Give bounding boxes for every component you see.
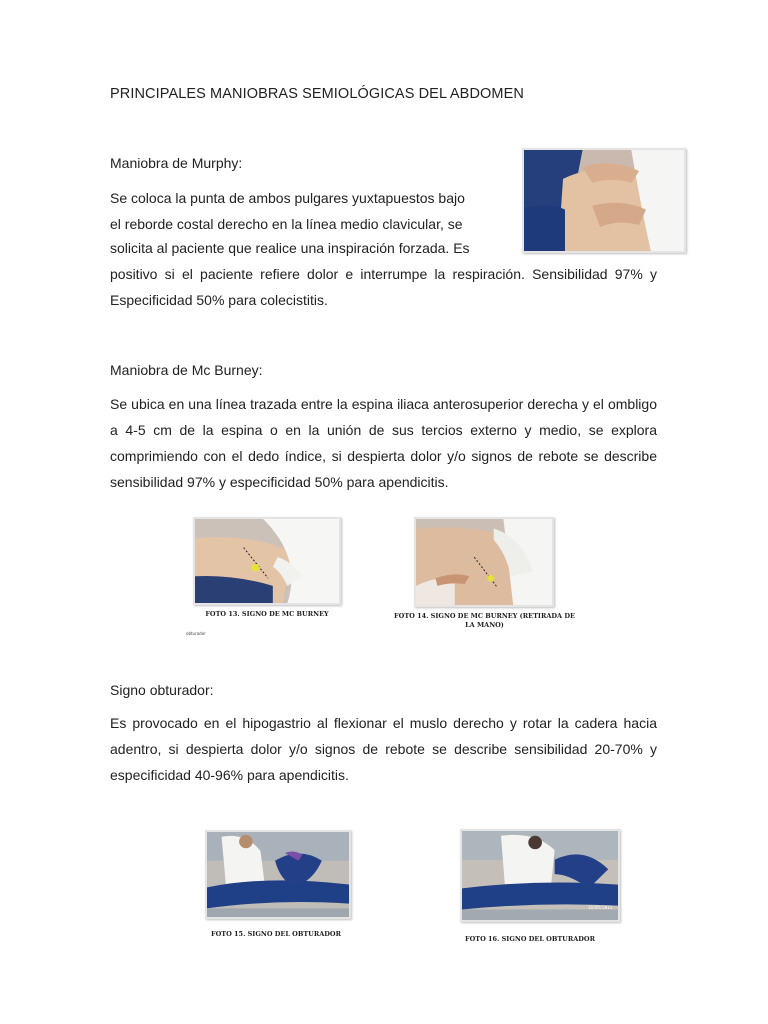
document-title: PRINCIPALES MANIOBRAS SEMIOLÓGICAS DEL ABDOMEN: [110, 86, 524, 102]
mcburney-caption-1: FOTO 13. SIGNO DE MC BURNEY: [205, 610, 329, 618]
obturador-paragraph: Es provocado en el hipogastrio al flexionar el muslo derecho y rotar la cadera hacia adentro, si despierta dolor y/o signos de rebote se describe sensibilidad 20-70% y especificidad 40-96% para apendicitis.: [110, 715, 657, 783]
mcburney-paragraph: Se ubica en una línea trazada entre la espina iliaca anterosuperior derecha y el ombligo a 4-5 cm de la espina o en la unión de sus tercios externo y medio, se explora comprimiendo con el dedo índice, si despierta dolor y/o signos de rebote se describe sensibilidad 97% y especificidad 50% para apendicitis.: [110, 396, 657, 490]
mcburney-note: obturador: [186, 631, 206, 636]
obturador-caption-1: FOTO 15. SIGNO DEL OBTURADOR: [211, 930, 341, 938]
mcburney-photo-2: [414, 517, 554, 607]
obturador-caption-2: FOTO 16. SIGNO DEL OBTURADOR: [465, 935, 595, 943]
mcburney-caption-2: FOTO 14. SIGNO DE MC BURNEY (RETIRADA DE LA MANO): [394, 612, 575, 629]
obturador-photo-1: [205, 830, 351, 919]
murphy-photo: [522, 148, 686, 253]
murphy-line-2: el reborde costal derecho en la línea medio clavicular, se: [110, 216, 463, 232]
murphy-line-1: Se coloca la punta de ambos pulgares yuxtapuestos bajo: [110, 190, 465, 206]
photo-date-stamp: 18/05/2013: [587, 905, 612, 910]
mcburney-photo-1: [193, 517, 341, 605]
obturador-heading: Signo obturador:: [110, 682, 214, 698]
mcburney-heading: Maniobra de Mc Burney:: [110, 362, 263, 378]
murphy-paragraph-rest: positivo si el paciente refiere dolor e interrumpe la respiración. Sensibilidad 97% y Especificidad 50% para colecistitis.: [110, 266, 657, 308]
murphy-heading: Maniobra de Murphy:: [110, 155, 243, 171]
obturador-photo-2: [460, 829, 620, 922]
murphy-line-3: solicita al paciente que realice una inspiración forzada. Es: [110, 240, 470, 256]
